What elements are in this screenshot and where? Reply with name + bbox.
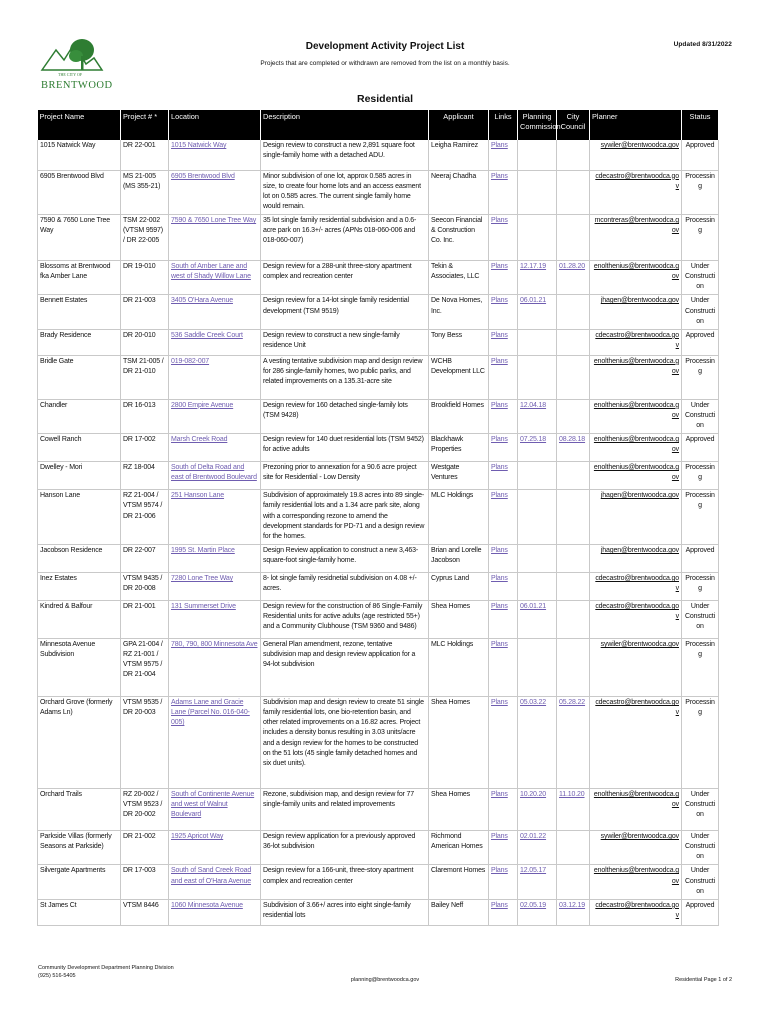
project-number: DR 17-002 [121, 434, 169, 462]
description: Design review application for a previously approved 36-lot subdivision [261, 831, 429, 865]
description: Design review for a 288-unit three-story apartment complex and recreation center [261, 261, 429, 295]
project-name: Jacobson Residence [38, 545, 121, 573]
table-row [38, 573, 719, 601]
planner-email[interactable]: enolthenius@brentwoodca.gov [590, 399, 682, 433]
location-link[interactable]: South of Sand Creek Road and east of O'Hara Avenue [169, 865, 261, 899]
city-council-date [557, 545, 590, 573]
location-link[interactable]: 780, 790, 800 Minnesota Ave [169, 639, 261, 697]
planner-email[interactable]: jhagen@brentwoodca.gov [590, 545, 682, 573]
plans-link[interactable]: Plans [489, 831, 518, 865]
project-name: 1015 Natwick Way [38, 140, 121, 170]
planner-email[interactable]: enolthenius@brentwoodca.gov [590, 355, 682, 399]
planning-commission-date[interactable]: 10.20.20 [518, 789, 557, 831]
city-council-date [557, 601, 590, 639]
location-link[interactable]: 536 Saddle Creek Court [169, 329, 261, 355]
status-badge: Processing [682, 170, 719, 215]
description: Rezone, subdivision map, and design review for 77 single-family units and related improvements [261, 789, 429, 831]
project-number: GPA 21-004 / RZ 21-001 / VTSM 9575 / DR 21-004 [121, 639, 169, 697]
status-badge: Processing [682, 490, 719, 545]
col-status: Status [682, 110, 719, 140]
description: Design Review application to construct a new 3,463-square-foot single-family home. [261, 545, 429, 573]
status-badge: Under Construction [682, 789, 719, 831]
project-name: Silvergate Apartments [38, 865, 121, 899]
table-row [38, 170, 719, 215]
city-council-date [557, 295, 590, 329]
planning-commission-date [518, 545, 557, 573]
location-link[interactable]: 251 Hanson Lane [169, 490, 261, 545]
plans-link[interactable]: Plans [489, 639, 518, 697]
project-name: Parkside Villas (formerly Seasons at Parkside) [38, 831, 121, 865]
col-links: Links [489, 110, 518, 140]
plans-link[interactable]: Plans [489, 490, 518, 545]
planning-commission-date[interactable]: 12.04.18 [518, 399, 557, 433]
table-row [38, 329, 719, 355]
applicant: Claremont Homes [429, 865, 489, 899]
plans-link[interactable]: Plans [489, 399, 518, 433]
status-badge: Under Construction [682, 295, 719, 329]
applicant: Shea Homes [429, 601, 489, 639]
status-badge: Approved [682, 545, 719, 573]
city-council-date[interactable]: 05.28.22 [557, 697, 590, 789]
project-number: DR 22-007 [121, 545, 169, 573]
description: Subdivision of approximately 19.8 acres into 89 single-family residential lots and a 1.34 acre park site, along with a corresponding rezone to amend the development standards for PD-71 and a design review for the homes. [261, 490, 429, 545]
applicant: Seecon Financial & Construction Co. Inc. [429, 215, 489, 261]
status-badge: Processing [682, 697, 719, 789]
status-badge: Processing [682, 215, 719, 261]
project-name: Minnesota Avenue Subdivision [38, 639, 121, 697]
page-subtitle: Projects that are completed or withdrawn are removed from the list on a monthly basis. [260, 60, 510, 67]
planning-commission-date[interactable]: 12.05.17 [518, 865, 557, 899]
applicant: Brian and Lorelle Jacobson [429, 545, 489, 573]
planning-commission-date[interactable]: 12.17.19 [518, 261, 557, 295]
table-row [38, 399, 719, 433]
project-number: VTSM 8446 [121, 899, 169, 925]
city-council-date [557, 170, 590, 215]
city-council-date[interactable]: 01.28.20 [557, 261, 590, 295]
table-row [38, 140, 719, 170]
table-row [38, 545, 719, 573]
plans-link[interactable]: Plans [489, 140, 518, 170]
status-badge: Under Construction [682, 399, 719, 433]
table-row [38, 601, 719, 639]
project-name: Bennett Estates [38, 295, 121, 329]
plans-link[interactable]: Plans [489, 462, 518, 490]
applicant: Shea Homes [429, 789, 489, 831]
plans-link[interactable]: Plans [489, 329, 518, 355]
planning-commission-date [518, 140, 557, 170]
plans-link[interactable]: Plans [489, 215, 518, 261]
description: Design review for the construction of 86 Single-Family Residential units for active adults (age restricted 55+) and a Community Clubhouse (TSM 9360 and 9486) [261, 601, 429, 639]
location-link[interactable]: 019-082-007 [169, 355, 261, 399]
planner-email[interactable]: mcontreras@brentwoodca.gov [590, 215, 682, 261]
plans-link[interactable]: Plans [489, 170, 518, 215]
project-name: Hanson Lane [38, 490, 121, 545]
table-row [38, 434, 719, 462]
col-location: Location [169, 110, 261, 140]
description: 35 lot single family residential subdivision and a 0.6-acre park on 16.3+/- acres (APNs 018-060-006 and 018-060-007) [261, 215, 429, 261]
city-council-date [557, 573, 590, 601]
description: Design review for 160 detached single-family lots (TSM 9428) [261, 399, 429, 433]
table-row [38, 831, 719, 865]
planning-commission-date[interactable]: 02.05.19 [518, 899, 557, 925]
col-project-name: Project Name [38, 110, 121, 140]
location-link[interactable]: Marsh Creek Road [169, 434, 261, 462]
planning-commission-date [518, 490, 557, 545]
status-badge: Approved [682, 329, 719, 355]
status-badge: Approved [682, 140, 719, 170]
planning-commission-date [518, 215, 557, 261]
project-name: Blossoms at Brentwood fka Amber Lane [38, 261, 121, 295]
status-badge: Processing [682, 639, 719, 697]
planning-commission-date [518, 639, 557, 697]
project-number: DR 17-003 [121, 865, 169, 899]
plans-link[interactable]: Plans [489, 261, 518, 295]
table-row [38, 899, 719, 925]
plans-link[interactable]: Plans [489, 434, 518, 462]
table-row [38, 697, 719, 789]
table-row [38, 261, 719, 295]
table-row [38, 355, 719, 399]
project-name: Brady Residence [38, 329, 121, 355]
status-badge: Under Construction [682, 831, 719, 865]
location-link[interactable]: 7590 & 7650 Lone Tree Way [169, 215, 261, 261]
location-link[interactable]: 1060 Minnesota Avenue [169, 899, 261, 925]
applicant: Shea Homes [429, 697, 489, 789]
status-badge: Processing [682, 573, 719, 601]
applicant: Richmond American Homes [429, 831, 489, 865]
location-link[interactable]: 1995 St. Martin Place [169, 545, 261, 573]
svg-text:BRENTWOOD: BRENTWOOD [41, 80, 113, 91]
applicant: Brookfield Homes [429, 399, 489, 433]
project-number: DR 19-010 [121, 261, 169, 295]
status-badge: Approved [682, 434, 719, 462]
status-badge: Under Construction [682, 261, 719, 295]
project-name: Inez Estates [38, 573, 121, 601]
project-number: TSM 22-002 (VTSM 9597) / DR 22-005 [121, 215, 169, 261]
project-number: TSM 21-005 / DR 21-010 [121, 355, 169, 399]
city-council-date[interactable]: 03.12.19 [557, 899, 590, 925]
col-city-council: City Council [557, 110, 590, 140]
planning-commission-date[interactable]: 05.03.22 [518, 697, 557, 789]
svg-text:THE CITY OF: THE CITY OF [58, 72, 83, 77]
footer-phone: (925) 516-5405 [38, 973, 76, 980]
project-number: RZ 18-004 [121, 462, 169, 490]
status-badge: Approved [682, 899, 719, 925]
col-applicant: Applicant [429, 110, 489, 140]
project-table [37, 110, 719, 926]
location-link[interactable]: 6905 Brentwood Blvd [169, 170, 261, 215]
project-number: MS 21-005 (MS 355-21) [121, 170, 169, 215]
description: Subdivision of 3.66+/ acres into eight single-family residential lots [261, 899, 429, 925]
applicant: Tony Bess [429, 329, 489, 355]
project-name: Kindred & Balfour [38, 601, 121, 639]
project-number: DR 16-013 [121, 399, 169, 433]
plans-link[interactable]: Plans [489, 789, 518, 831]
project-number: DR 21-003 [121, 295, 169, 329]
applicant: Westgate Ventures [429, 462, 489, 490]
planner-email[interactable]: enolthenius@brentwoodca.gov [590, 789, 682, 831]
applicant: MLC Holdings [429, 490, 489, 545]
city-council-date [557, 865, 590, 899]
plans-link[interactable]: Plans [489, 545, 518, 573]
planner-email[interactable]: cdecastro@brentwoodca.gov [590, 573, 682, 601]
project-number: VTSM 9435 / DR 20-008 [121, 573, 169, 601]
status-badge: Processing [682, 355, 719, 399]
description: Design review for a 14-lot single family residential development (TSM 9519) [261, 295, 429, 329]
city-council-date [557, 355, 590, 399]
project-name: Chandler [38, 399, 121, 433]
project-name: Cowell Ranch [38, 434, 121, 462]
project-name: Orchard Trails [38, 789, 121, 831]
project-number: DR 21-001 [121, 601, 169, 639]
table-row [38, 865, 719, 899]
table-row [38, 295, 719, 329]
planning-commission-date [518, 355, 557, 399]
table-row [38, 215, 719, 261]
plans-link[interactable]: Plans [489, 355, 518, 399]
project-name: Bridle Gate [38, 355, 121, 399]
city-council-date [557, 490, 590, 545]
description: Subdivision map and design review to create 51 single family residential lots, one bio-retention basin, and other related improvements on a 16.82 acres. Project includes a density bonus resulting in 3.03 units/acre and a design review for the homes to be constructed on the 51 lots (45 single family detached homes and six duet units). [261, 697, 429, 789]
col-planning-commission: Planning Commission [518, 110, 557, 140]
planner-email[interactable]: sywiler@brentwoodca.gov [590, 831, 682, 865]
applicant: Bailey Neff [429, 899, 489, 925]
plans-link[interactable]: Plans [489, 601, 518, 639]
planning-commission-date[interactable]: 02.01.22 [518, 831, 557, 865]
project-number: DR 21-002 [121, 831, 169, 865]
planning-commission-date[interactable]: 07.25.18 [518, 434, 557, 462]
description: Design review for 140 duet residential lots (TSM 9452) for active adults [261, 434, 429, 462]
table-row [38, 789, 719, 831]
applicant: MLC Holdings [429, 639, 489, 697]
city-council-date [557, 831, 590, 865]
project-number: RZ 21-004 / VTSM 9574 / DR 21-006 [121, 490, 169, 545]
planner-email[interactable]: cdecastro@brentwoodca.gov [590, 697, 682, 789]
project-number: DR 20-010 [121, 329, 169, 355]
location-link[interactable]: South of Amber Lane and west of Shady Willow Lane [169, 261, 261, 295]
planner-email[interactable]: cdecastro@brentwoodca.gov [590, 601, 682, 639]
location-link[interactable]: 1925 Apricot Way [169, 831, 261, 865]
page-title: Development Activity Project List [305, 41, 465, 52]
planning-commission-date [518, 329, 557, 355]
plans-link[interactable]: Plans [489, 573, 518, 601]
description: Design review to construct a new single-family residence Unit [261, 329, 429, 355]
description: Design review to construct a new 2,891 square foot single-family home with a detached ADU. [261, 140, 429, 170]
planner-email[interactable]: cdecastro@brentwoodca.gov [590, 170, 682, 215]
planning-commission-date [518, 170, 557, 215]
footer-department-name: Community Development Department Planning Division [38, 965, 174, 971]
city-council-date [557, 399, 590, 433]
description: 8- lot single family residnetial subdivision on 4.08 +/- acres. [261, 573, 429, 601]
planner-email[interactable]: jhagen@brentwoodca.gov [590, 490, 682, 545]
description: A vesting tentative subdivision map and design review for 286 single-family homes, two public parks, and related improvements on a 135.31-acre site [261, 355, 429, 399]
planner-email[interactable]: enolthenius@brentwoodca.gov [590, 434, 682, 462]
table-row [38, 490, 719, 545]
project-number: RZ 20-002 / VTSM 9523 / DR 20-002 [121, 789, 169, 831]
planner-email[interactable]: enolthenius@brentwoodca.gov [590, 261, 682, 295]
applicant: Tekin & Associates, LLC [429, 261, 489, 295]
applicant: Blackhawk Properties [429, 434, 489, 462]
status-badge: Processing [682, 462, 719, 490]
city-council-date[interactable]: 11.10.20 [557, 789, 590, 831]
project-number: DR 22-001 [121, 140, 169, 170]
location-link[interactable]: 131 Summerset Drive [169, 601, 261, 639]
project-name: Dwelley - Mori [38, 462, 121, 490]
applicant: Leigha Ramirez [429, 140, 489, 170]
footer-page-number: Residential Page 1 of 2 [675, 977, 732, 983]
project-name: Orchard Grove (formerly Adams Ln) [38, 697, 121, 789]
location-link[interactable]: Adams Lane and Gracie Lane (Parcel No. 016-040-005) [169, 697, 261, 789]
plans-link[interactable]: Plans [489, 295, 518, 329]
applicant: De Nova Homes, Inc. [429, 295, 489, 329]
planner-email[interactable]: jhagen@brentwoodca.gov [590, 295, 682, 329]
planning-commission-date[interactable]: 06.01.21 [518, 295, 557, 329]
city-council-date [557, 639, 590, 697]
planning-commission-date[interactable]: 06.01.21 [518, 601, 557, 639]
project-number: VTSM 9535 / DR 20-003 [121, 697, 169, 789]
table-row [38, 639, 719, 697]
city-council-date [557, 215, 590, 261]
plans-link[interactable]: Plans [489, 865, 518, 899]
plans-link[interactable]: Plans [489, 697, 518, 789]
col-project-number: Project # * [121, 110, 169, 140]
description: Minor subdivision of one lot, approx 0.585 acres in size, to create four home lots and an access easment lot on 0.585 acres. The current single family home would remain. [261, 170, 429, 215]
project-name: St James Ct [38, 899, 121, 925]
location-link[interactable]: 2800 Empire Avenue [169, 399, 261, 433]
description: General Plan amendment, rezone, tentative subdivision map and design review application for a 94-lot subdivision [261, 639, 429, 697]
planner-email[interactable]: enolthenius@brentwoodca.gov [590, 865, 682, 899]
description: Design review for a 166-unit, three-story apartment complex and recreation center [261, 865, 429, 899]
col-planner: Planner [590, 110, 682, 140]
planning-commission-date [518, 573, 557, 601]
table-row [38, 462, 719, 490]
status-badge: Under Construction [682, 601, 719, 639]
city-council-date [557, 462, 590, 490]
description: Prezoning prior to annexation for a 90.6 acre project site for Residential - Low Density [261, 462, 429, 490]
location-link[interactable]: 1015 Natwick Way [169, 140, 261, 170]
applicant: Neeraj Chadha [429, 170, 489, 215]
city-council-date [557, 329, 590, 355]
location-link[interactable]: South of Continente Avenue and west of Walnut Boulevard [169, 789, 261, 831]
location-link[interactable]: 3405 O'Hara Avenue [169, 295, 261, 329]
table-header [38, 110, 719, 140]
planner-email[interactable]: cdecastro@brentwoodca.gov [590, 329, 682, 355]
location-link[interactable]: 7280 Lone Tree Way [169, 573, 261, 601]
status-badge: Under Construction [682, 865, 719, 899]
planner-email[interactable]: sywiler@brentwoodca.gov [590, 639, 682, 697]
section-title: Residential [356, 93, 414, 105]
planner-email[interactable]: cdecastro@brentwoodca.gov [590, 899, 682, 925]
updated-date: Updated 8/31/2022 [673, 41, 732, 48]
location-link[interactable]: South of Delta Road and east of Brentwood Boulevard [169, 462, 261, 490]
project-name: 7590 & 7650 Lone Tree Way [38, 215, 121, 261]
planner-email[interactable]: enolthenius@brentwoodca.gov [590, 462, 682, 490]
planner-email[interactable]: sywiler@brentwoodca.gov [590, 140, 682, 170]
planning-commission-date [518, 462, 557, 490]
applicant: Cyprus Land [429, 573, 489, 601]
footer-email[interactable]: planning@brentwoodca.gov [350, 977, 420, 983]
city-council-date [557, 140, 590, 170]
col-description: Description [261, 110, 429, 140]
plans-link[interactable]: Plans [489, 899, 518, 925]
project-name: 6905 Brentwood Blvd [38, 170, 121, 215]
city-council-date[interactable]: 08.28.18 [557, 434, 590, 462]
applicant: WCHB Development LLC [429, 355, 489, 399]
